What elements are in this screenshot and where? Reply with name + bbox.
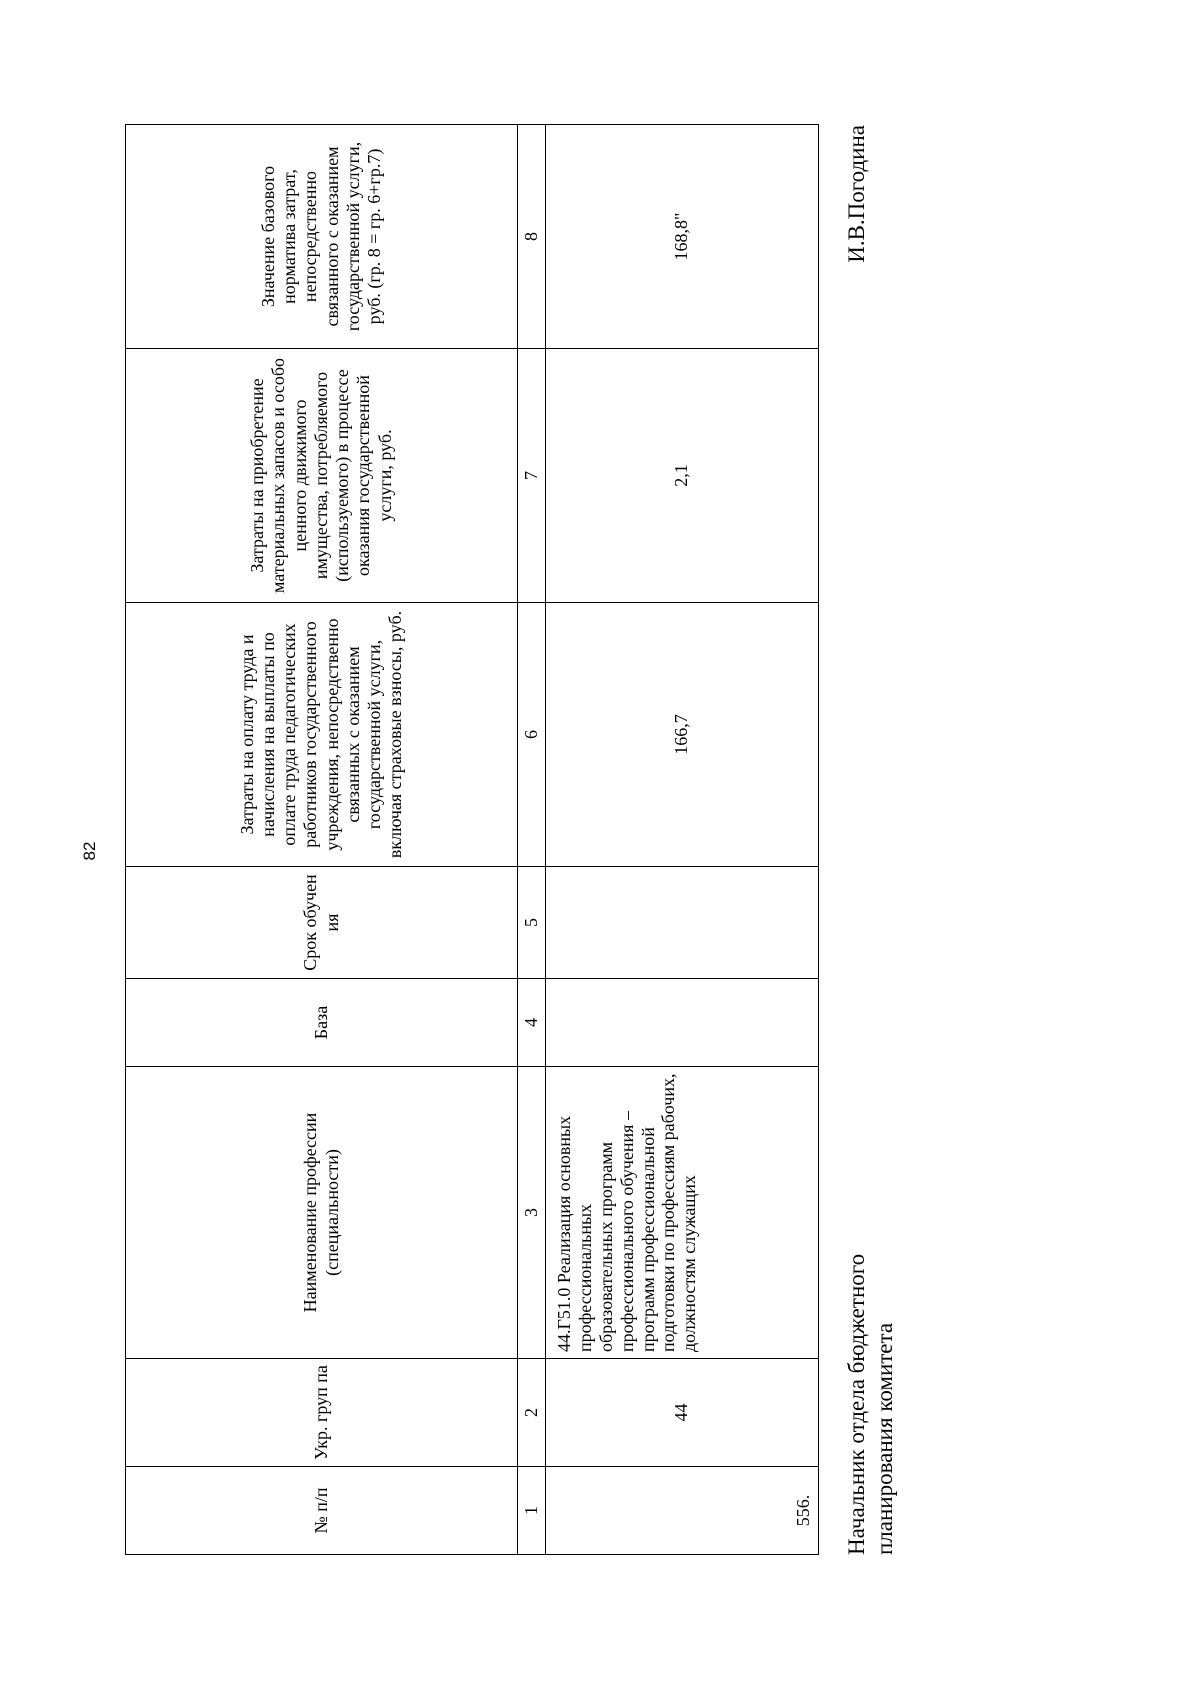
header-cell-term: Срок обучен ия <box>126 867 518 979</box>
column-number: 3 <box>518 1067 546 1359</box>
column-number: 2 <box>518 1359 546 1467</box>
column-number: 8 <box>518 125 546 349</box>
row-profession-cell: 44.Г51.0 Реализация основных профессиональных образовательных программ профессионального обучения – программ профессиональной подготовки по профессиям рабочих, должностям служащих <box>546 1067 819 1359</box>
column-number: 4 <box>518 979 546 1067</box>
table-header-row <box>126 125 518 1555</box>
cost-norm-table <box>125 124 819 1555</box>
column-number: 1 <box>518 1467 546 1555</box>
signature-name: И.В.Погодина <box>844 125 869 263</box>
header-cell-base: База <box>126 979 518 1067</box>
landscape-page <box>125 125 897 1555</box>
header-cell-number: № п/п <box>126 1467 518 1555</box>
page-number: 82 <box>80 841 99 861</box>
signature-role: Начальник отдела бюджетного планирования комитета <box>844 1253 897 1555</box>
row-labor-costs-cell: 166,7 <box>546 603 819 867</box>
row-number-cell: 556. <box>546 1467 819 1555</box>
header-cell-material-costs: Затраты на приобретение материальных запасов и особо ценного движимого имущества, потребляемого (используемого) в процессе оказания государственной услуги, руб. <box>126 349 518 603</box>
row-base-norm-cell: 168,8" <box>546 125 819 349</box>
row-material-costs-cell: 2,1 <box>546 349 819 603</box>
header-cell-group: Укр. груп па <box>126 1359 518 1467</box>
column-number: 7 <box>518 349 546 603</box>
signature-block <box>843 125 923 1555</box>
row-term-cell <box>546 867 819 979</box>
header-cell-labor-costs: Затраты на оплату труда и начисления на выплаты по оплате труда педагогических работников государственного учреждения, непосредственно связанных с оказанием государственной услуги, включая страховые взносы, руб. <box>126 603 518 867</box>
column-number: 5 <box>518 867 546 979</box>
column-number: 6 <box>518 603 546 867</box>
header-cell-profession: Наименование профессии (специальности) <box>126 1067 518 1359</box>
column-number-row <box>518 125 546 1555</box>
row-group-cell: 44 <box>546 1359 819 1467</box>
header-cell-base-norm: Значение базового норматива затрат, непосредственно связанного с оказанием государственной услуги, руб. (гр. 8 = гр. 6+гр.7) <box>126 125 518 349</box>
row-base-cell <box>546 979 819 1067</box>
table-row <box>546 125 819 1555</box>
